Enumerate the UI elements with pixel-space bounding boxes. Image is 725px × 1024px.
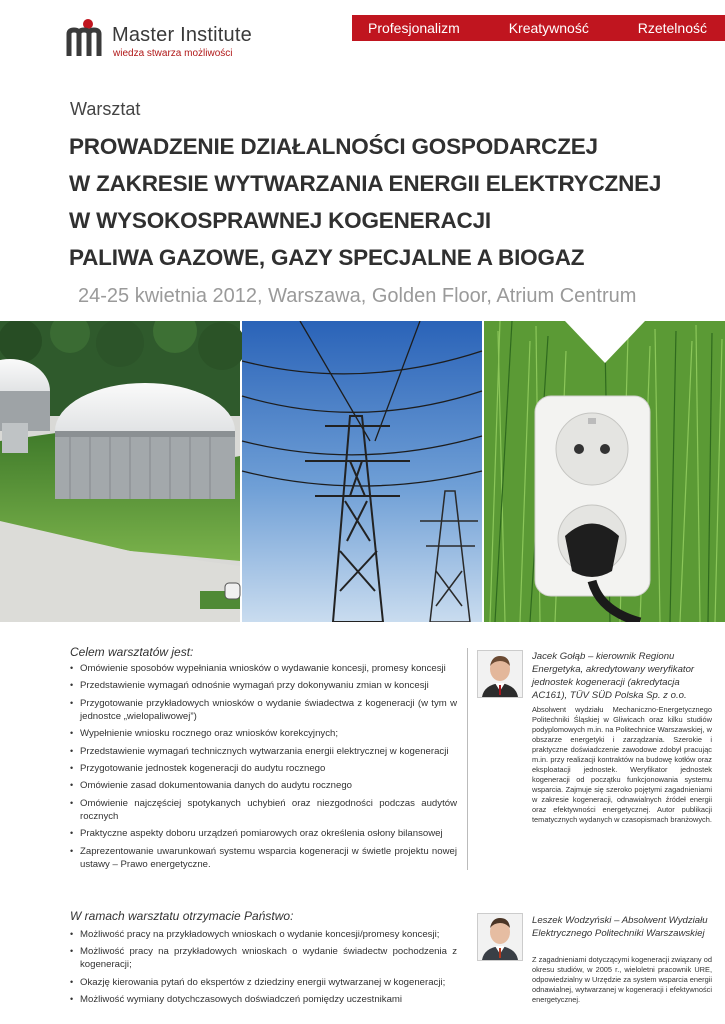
- logo-tagline: wiedza stwarza możliwości: [113, 48, 233, 59]
- list-item: • Przedstawienie wymagań technicznych wytwarzania energii elektrycznej w kogeneracji: [70, 745, 457, 758]
- speaker-2-bio: Z zagadnieniami dotyczącymi kogeneracji związany od okresu studiów, w 2005 r., wieloletni pracownik URE, odpowiedzialny w Urzędzie za system wsparcia energii odnawialnej, wytwarzanej w kogeneracji i efektywności energetycznej.: [532, 955, 712, 1004]
- event-title: [69, 128, 719, 276]
- value-creativity: Kreatywność: [508, 20, 589, 36]
- list-item: • Przygotowanie jednostek kogeneracji do audytu rocznego: [70, 762, 457, 775]
- title-line: PALIWA GAZOWE, GAZY SPECJALNE A BIOGAZ: [69, 245, 585, 270]
- list-item: • Możliwość pracy na przykładowych wnioskach o wydanie świadectw pochodzenia z kogeneracji;: [70, 945, 457, 971]
- photo-strip: [0, 321, 725, 622]
- column-divider: [467, 648, 468, 870]
- list-item: • Omówienie zasad dokumentowania danych do audytu rocznego: [70, 779, 457, 792]
- goals-heading: Celem warsztatów jest:: [70, 645, 194, 659]
- speaker-1-bio: Absolwent wydziału Mechaniczno-Energetycznego Politechniki Śląskiej w Gliwicach oraz kilku studiów podyplomowych m.in. na Politechnice Warszawskiej, w obszarze energetyki i zarządzania. Szerokie i praktyczne doświadczenie zawodowe zdobył pracując m.in. przy realizacji kontraktów na budowę kotłów oraz eksploatacji jednostek. Weryfikator jednostek kogeneracji od początku funkcjonowania systemu wsparcia. Zajmuje się szeroko pojętymi zagadnieniami w zakresie kogeneracji, odnawialnych źródeł energii oraz efektywności energetycznej. Autor publikacji tematycznych wydanych w czasopismach branżowych.: [532, 705, 712, 824]
- goals-list: [70, 662, 457, 875]
- value-professionalism: Profesjonalizm: [368, 20, 460, 36]
- event-date-place: 24-25 kwietnia 2012, Warszawa, Golden Floor, Atrium Centrum: [78, 285, 637, 307]
- title-line: W WYSOKOSPRAWNEJ KOGENERACJI: [69, 208, 491, 233]
- master-institute-logo: [66, 16, 306, 64]
- title-line: W ZAKRESIE WYTWARZANIA ENERGII ELEKTRYCZNEJ: [69, 171, 662, 196]
- speaker-2-name: Leszek Wodzyński – Absolwent Wydziału Elektrycznego Politechniki Warszawskiej: [532, 915, 708, 939]
- list-item: • Wypełnienie wniosku rocznego oraz wniosków korekcyjnych;: [70, 727, 457, 740]
- speaker-photo: [477, 650, 523, 698]
- event-kind: Warsztat: [70, 99, 141, 119]
- value-reliability: Rzetelność: [637, 20, 707, 36]
- benefits-heading: W ramach warsztatu otrzymacie Państwo:: [70, 909, 294, 923]
- avatar: [478, 651, 522, 697]
- power-pylons-photo: [242, 321, 482, 622]
- title-line: PROWADZENIE DZIAŁALNOŚCI GOSPODARCZEJ: [69, 134, 598, 159]
- list-item: • Możliwość pracy na przykładowych wnioskach o wydanie koncesji/promesy koncesji;: [70, 928, 457, 941]
- values-bar: [352, 15, 725, 41]
- biogas-plant-photo: [0, 321, 246, 622]
- logo-name: Master Institute: [112, 24, 252, 46]
- list-item: • Zaprezentowanie uwarunkowań systemu wsparcia kogeneracji w świetle projektu nowej ustawy – Prawo energetyczne.: [70, 845, 457, 871]
- speaker-1-name: Jacek Gołąb – kierownik Regionu Energetyka, akredytowany weryfikator jednostek kogeneracji (akredytacja AC161), TÜV SÜD Polska Sp. z o.o.: [532, 651, 695, 701]
- speaker-photo: [477, 913, 523, 961]
- list-item: • Przygotowanie przykładowych wniosków o wydanie świadectwa z kogeneracji (w tym w jednostce „wielopaliwowej”): [70, 697, 457, 723]
- list-item: • Omówienie najczęściej spotykanych uchybień oraz niezgodności podczas audytów rocznych: [70, 797, 457, 823]
- avatar: [478, 914, 522, 960]
- list-item: • Możliwość wymiany dotychczasowych doświadczeń pomiędzy uczestnikami: [70, 993, 457, 1006]
- list-item: • Omówienie sposobów wypełniania wniosków o wydawanie koncesji, promesy koncesji: [70, 662, 457, 675]
- benefits-list: [70, 928, 457, 1011]
- list-item: • Okazję kierowania pytań do ekspertów z dziedziny energii wytwarzanej w kogeneracji;: [70, 976, 457, 989]
- list-item: • Praktyczne aspekty doboru urządzeń pomiarowych oraz określenia osłony bilansowej: [70, 827, 457, 840]
- logo-mark-icon: [66, 18, 106, 58]
- list-item: • Przedstawienie wymagań odnośnie wymagań przy dokonywaniu zmian w koncesji: [70, 679, 457, 692]
- socket-in-grass-photo: [484, 321, 725, 622]
